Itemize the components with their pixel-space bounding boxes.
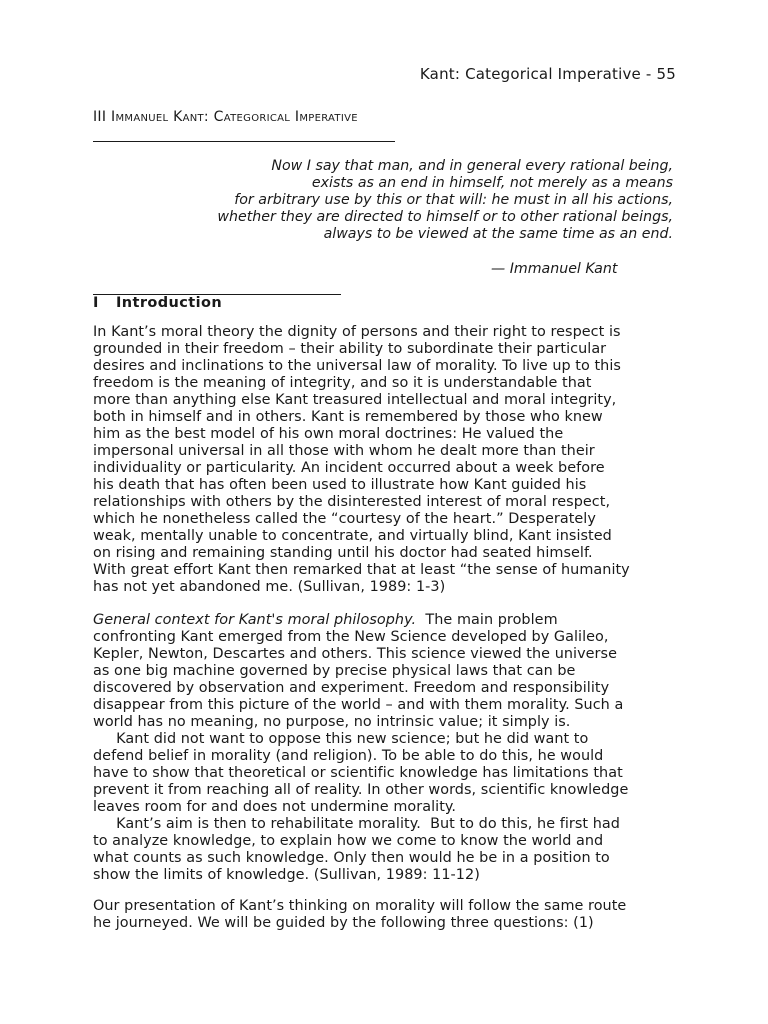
- text-line: has not yet abandoned me. (Sullivan, 1989: 1-3): [93, 579, 446, 595]
- text-line: show the limits of knowledge. (Sullivan, 1989: 11-12): [93, 867, 480, 883]
- text-line: With great effort Kant then remarked that at least “the sense of humanity: [93, 562, 630, 578]
- text-line: leaves room for and does not undermine morality.: [93, 799, 457, 815]
- text-line: [93, 612, 683, 629]
- text-line: relationships with others by the disinterested interest of moral respect,: [93, 494, 611, 510]
- text-line: weak, mentally unable to concentrate, and virtually blind, Kant insisted: [93, 528, 612, 544]
- text-line: to analyze knowledge, to explain how we come to know the world and: [93, 833, 604, 849]
- text-line: In Kant’s moral theory the dignity of persons and their right to respect is: [93, 324, 621, 340]
- section-heading: [93, 295, 222, 311]
- text-line: as one big machine governed by precise physical laws that can be: [93, 663, 576, 679]
- text-line: more than anything else Kant treasured intellectual and moral integrity,: [93, 392, 617, 408]
- text-line: Kant did not want to oppose this new science; but he did want to: [93, 731, 589, 747]
- paragraph-presentation: [93, 898, 683, 932]
- epigraph-line: always to be viewed at the same time as an end.: [323, 226, 673, 242]
- text-line: he journeyed. We will be guided by the following three questions: (1): [93, 915, 594, 931]
- text-line: disappear from this picture of the world – and with them morality. Such a: [93, 697, 624, 713]
- epigraph-attribution: — Immanuel Kant: [491, 261, 618, 277]
- text-line: impersonal universal in all those with whom he dealt more than their: [93, 443, 595, 459]
- text-line: prevent it from reaching all of reality. In other words, scientific knowledge: [93, 782, 629, 798]
- chapter-title: III Immanuel Kant: Categorical Imperative: [93, 109, 358, 125]
- paragraph-introduction: [93, 324, 683, 596]
- text-line: discovered by observation and experiment. Freedom and responsibility: [93, 680, 610, 696]
- title-rule: [93, 141, 395, 142]
- section-title: Introduction: [116, 295, 223, 311]
- paragraph-lead-italic: General context for Kant's moral philosophy.: [93, 612, 417, 628]
- text-line: individuality or particularity. An incident occurred about a week before: [93, 460, 605, 476]
- text-line: Kepler, Newton, Descartes and others. This science viewed the universe: [93, 646, 617, 662]
- section-number: I: [93, 295, 99, 311]
- epigraph-line: whether they are directed to himself or to other rational beings,: [217, 209, 673, 225]
- text-line: his death that has often been used to illustrate how Kant guided his: [93, 477, 587, 493]
- text-line: world has no meaning, no purpose, no intrinsic value; it simply is.: [93, 714, 571, 730]
- text-line: grounded in their freedom – their ability to subordinate their particular: [93, 341, 607, 357]
- paragraph-lead-rest: The main problem: [416, 612, 558, 628]
- text-line: defend belief in morality (and religion). To be able to do this, he would: [93, 748, 604, 764]
- epigraph-line: Now I say that man, and in general every rational being,: [271, 158, 673, 174]
- paragraph-general-context: [93, 612, 683, 884]
- text-line: confronting Kant emerged from the New Science developed by Galileo,: [93, 629, 609, 645]
- text-line: him as the best model of his own moral doctrines: He valued the: [93, 426, 564, 442]
- running-header: Kant: Categorical Imperative - 55: [419, 65, 676, 83]
- text-line: Our presentation of Kant’s thinking on morality will follow the same route: [93, 898, 627, 914]
- text-line: which he nonetheless called the “courtesy of the heart.” Desperately: [93, 511, 596, 527]
- text-line: freedom is the meaning of integrity, and so it is understandable that: [93, 375, 592, 391]
- text-line: Kant’s aim is then to rehabilitate morality. But to do this, he first had: [93, 816, 620, 832]
- text-line: have to show that theoretical or scientific knowledge has limitations that: [93, 765, 623, 781]
- text-line: what counts as such knowledge. Only then would he be in a position to: [93, 850, 610, 866]
- epigraph: [113, 158, 673, 243]
- text-line: both in himself and in others. Kant is remembered by those who knew: [93, 409, 603, 425]
- epigraph-line: for arbitrary use by this or that will: he must in all his actions,: [234, 192, 673, 208]
- text-line: desires and inclinations to the universal law of morality. To live up to this: [93, 358, 621, 374]
- text-line: on rising and remaining standing until his doctor had seated himself.: [93, 545, 593, 561]
- epigraph-line: exists as an end in himself, not merely as a means: [311, 175, 673, 191]
